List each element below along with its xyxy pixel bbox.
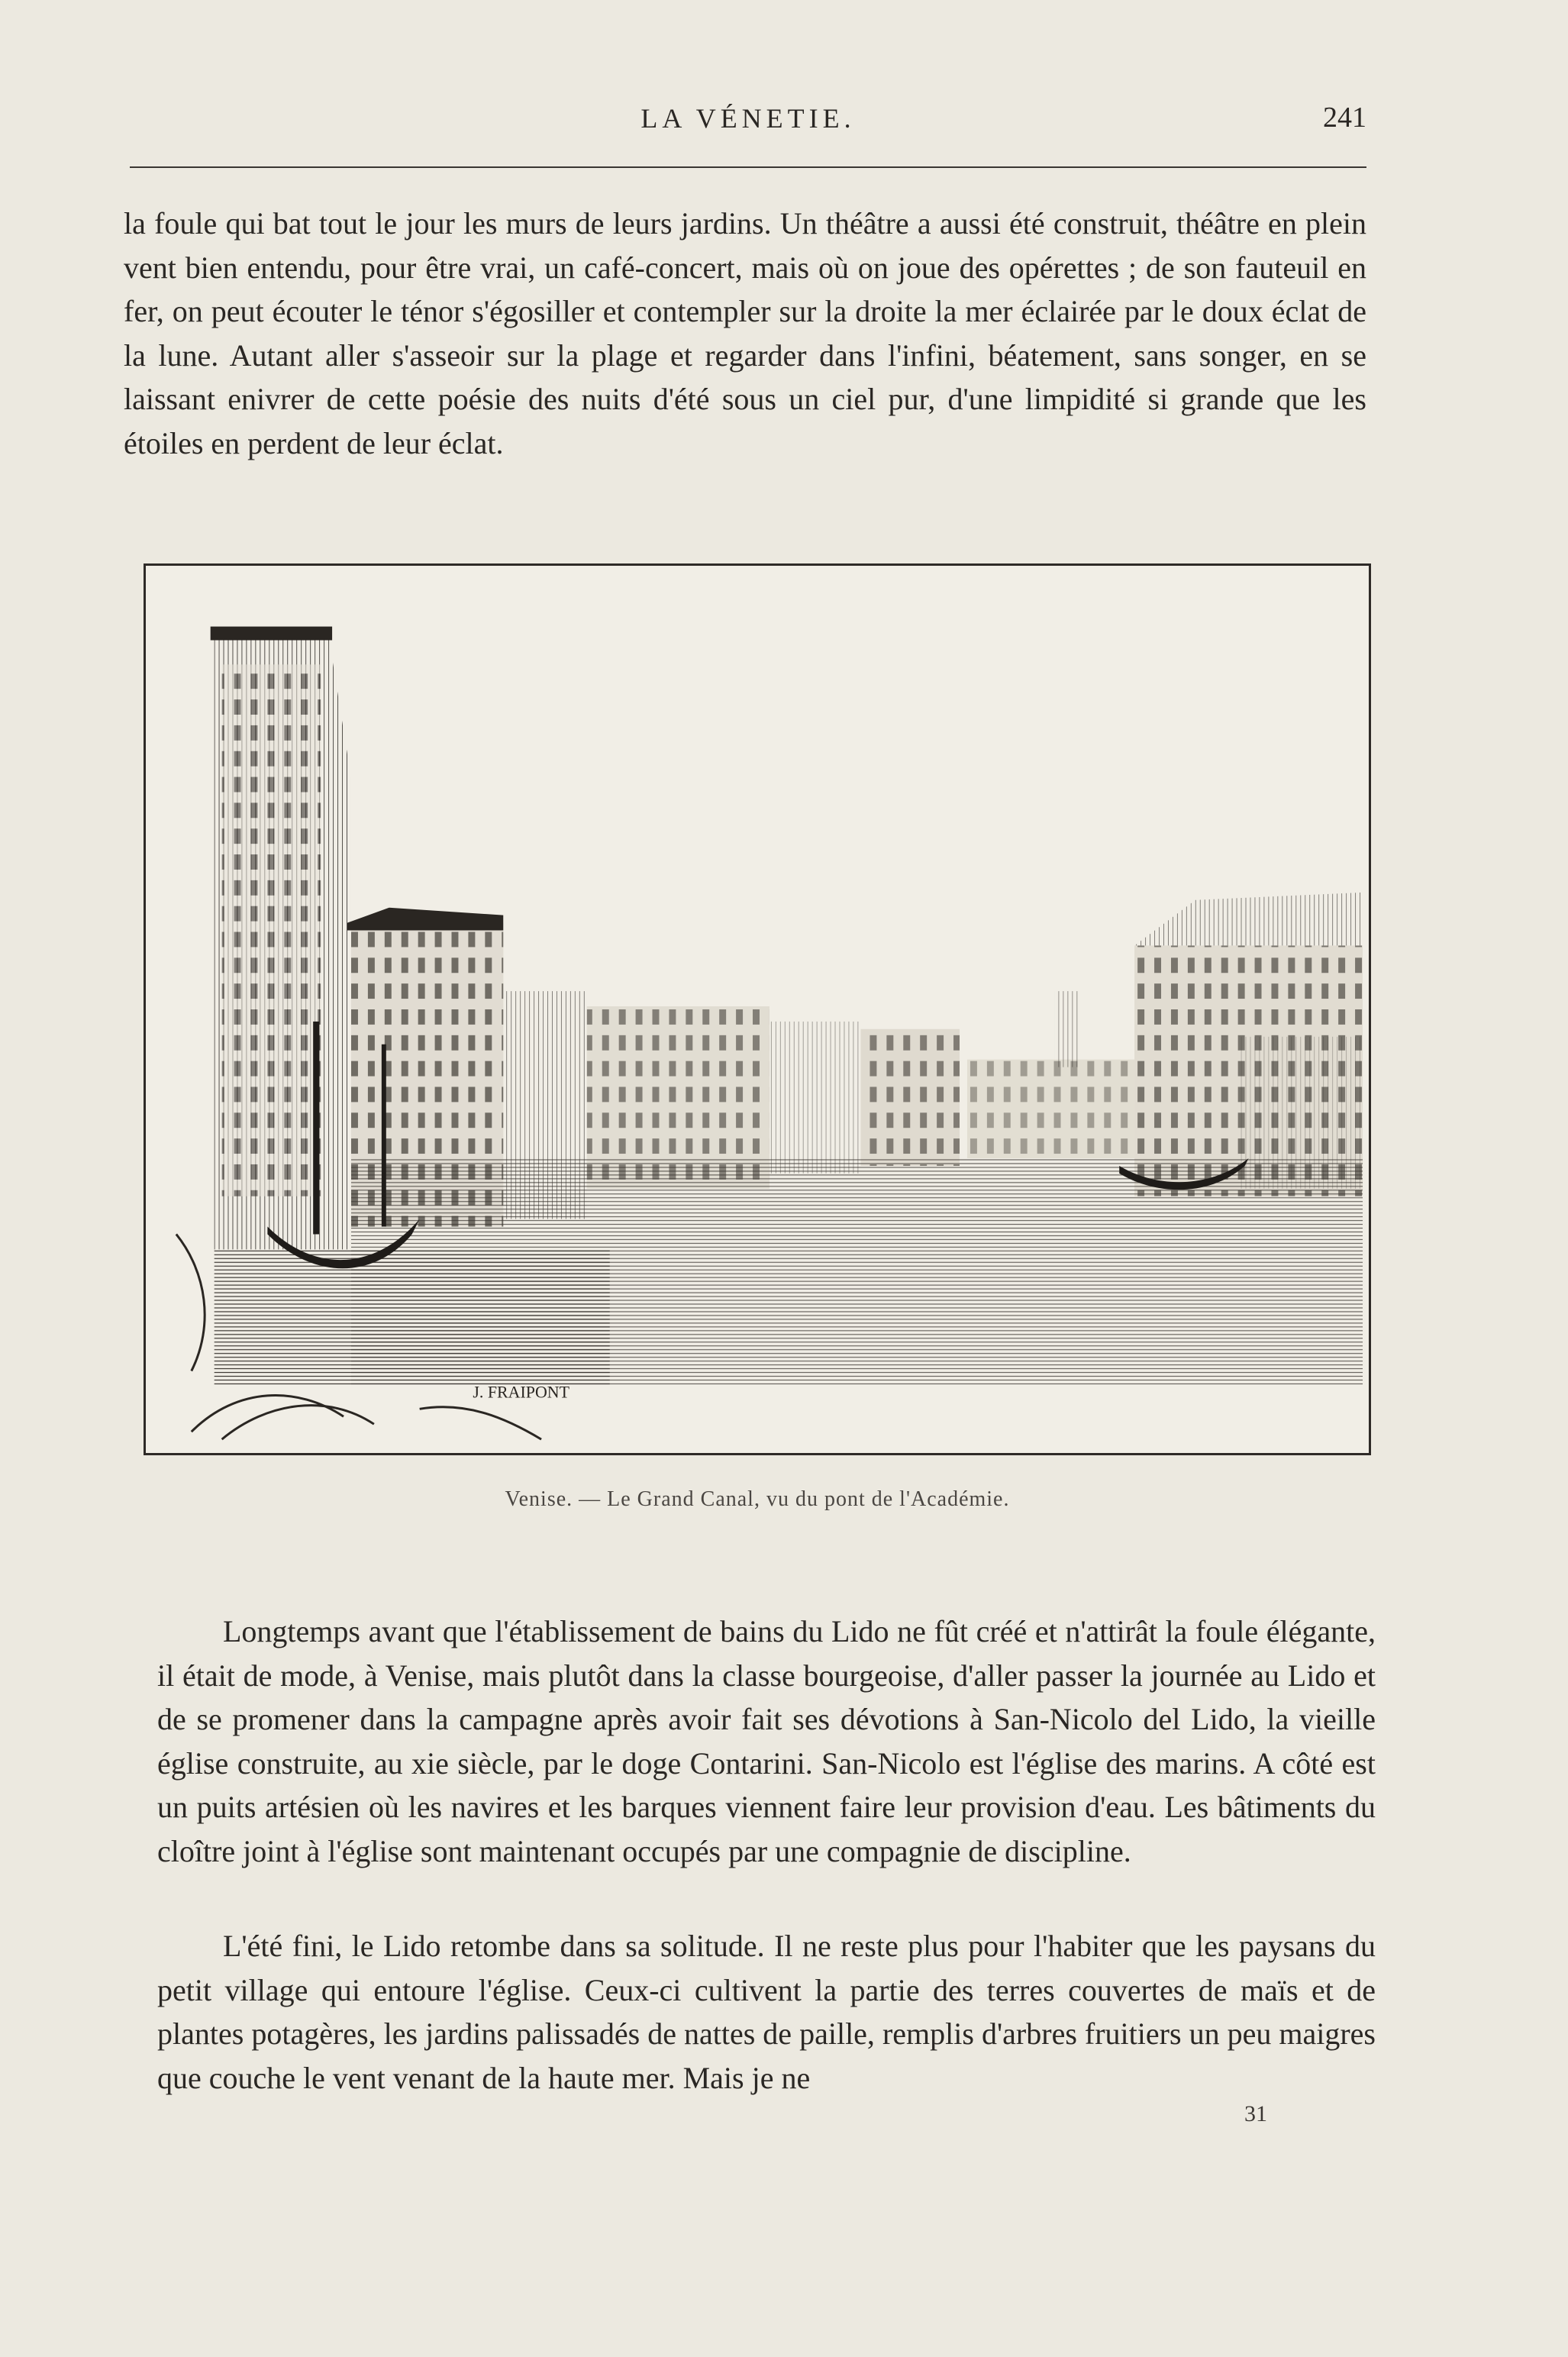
engraver-signature: J. FRAIPONT [473,1382,570,1402]
running-title: LA VÉNETIE. [640,103,856,134]
paragraph-2: Longtemps avant que l'établissement de bains du Lido ne fût créé et n'attirât la foule élégante, il était de mode, à Venise, mais plutôt dans la classe bourgeoise, d'aller passer la journée au Lido et de se promener dans la campagne après avoir fait ses dévotions à San-Nicolo del Lido, la vieille église construite, au xie siècle, par le doge Contarini. San-Nicolo est l'église des marins. A côté est un puits artésien où les navires et les barques viennent faire leur provision d'eau. Les bâtiments du cloître joint à l'église sont maintenant occupés par une compagnie de discipline. [157,1614,1376,1868]
engraving [146,566,1369,1453]
illustration-grand-canal [144,563,1371,1455]
page-header [130,96,1366,142]
right-buildings [1134,893,1363,1196]
page-number: 241 [1323,102,1366,134]
figure-caption: Venise. — Le Grand Canal, vu du pont de l'Académie. [505,1487,1010,1511]
canal-water [215,1158,1363,1386]
paragraph-3: L'été fini, le Lido retombe dans sa solitude. Il ne reste plus pour l'habiter que les paysans du petit village qui entoure l'église. Ceux-ci cultivent la partie des terres couvertes de maïs et de plantes potagères, les jardins palissadés de nattes de paille, remplis d'arbres fruitiers un peu maigres que couche le vent venant de la haute mer. Mais je ne [157,1929,1376,2095]
header-rule [130,166,1366,168]
signature-mark: 31 [1244,2101,1267,2126]
left-palace [211,627,351,1250]
paragraph-1: la foule qui bat tout le jour les murs de leurs jardins. Un théâtre a aussi été construit, théâtre en plein vent bien entendu, pour être vrai, un café-concert, mais où on joue des opérettes ; de son fauteuil en fer, on peut écouter le ténor s'égosiller et contempler sur la droite la mer éclairée par le doux éclat de la lune. Autant aller s'asseoir sur la plage et regarder dans l'infini, béatement, sans songer, en se laissant enivrer de cette poésie des nuits d'été sous un ciel pur, d'une limpidité si grande que les étoiles en perdent de leur éclat. [124,206,1366,460]
